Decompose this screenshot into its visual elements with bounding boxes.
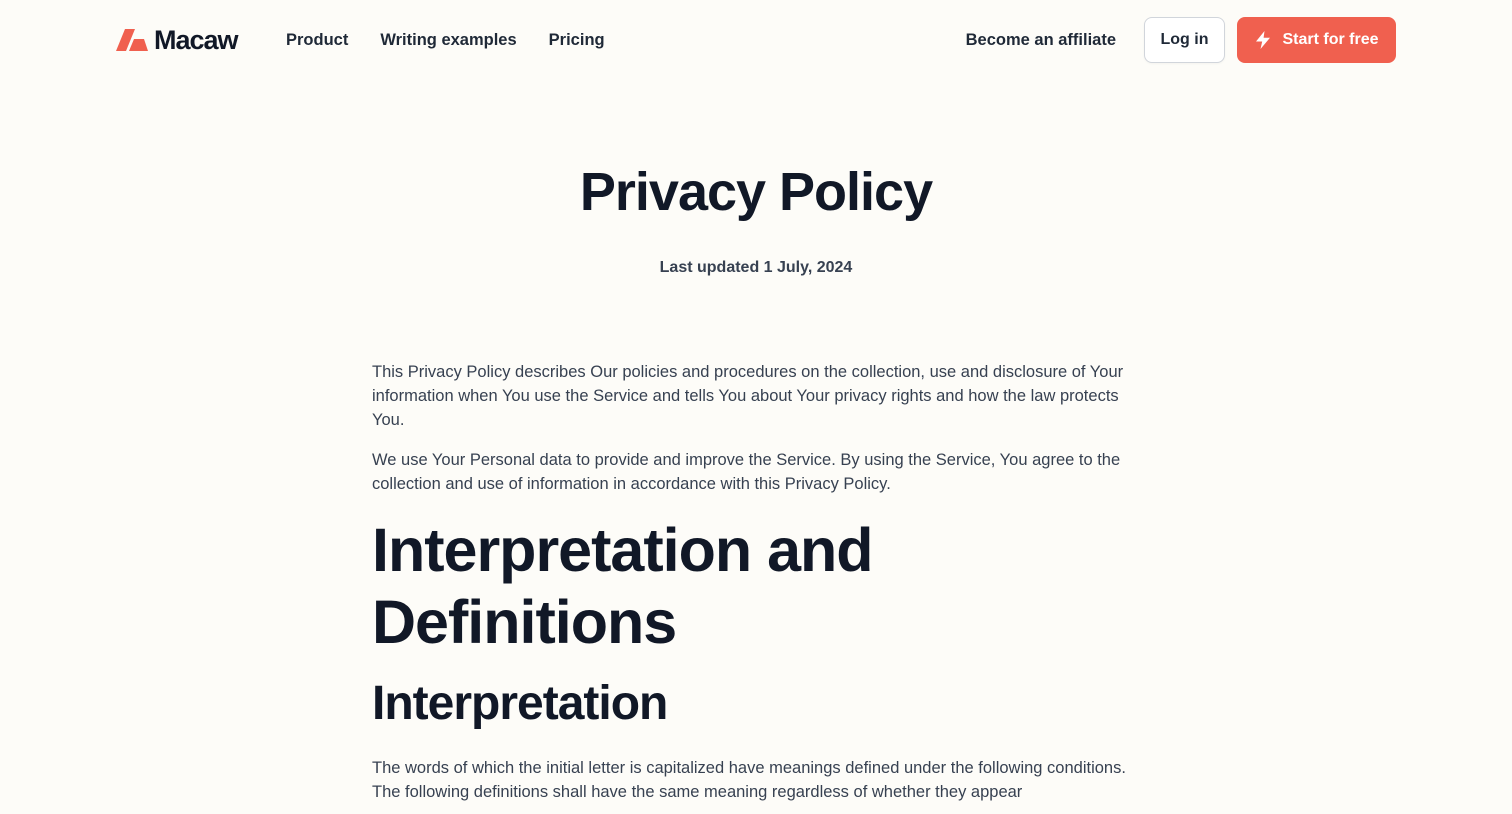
nav-product[interactable]: Product [286,31,349,49]
site-header [0,0,1512,80]
page-title: Privacy Policy [579,162,933,222]
intro-paragraph-2: We use Your Personal data to provide and improve the Service. By using the Service, You agree to the collection and use of information in accordance with this Privacy Policy. [372,451,1121,493]
section-heading-interpretation-and-definitions: Interpretation and Definitions [372,516,873,656]
nav-pricing[interactable]: Pricing [548,31,605,49]
lightning-bolt-icon [1254,31,1272,49]
nav-writing-examples[interactable]: Writing examples [380,31,517,49]
start-for-free-label: Start for free [1282,31,1379,48]
login-button[interactable] [1144,17,1225,63]
header-actions [966,17,1396,63]
start-for-free-button[interactable] [1237,17,1396,63]
subsection-heading-interpretation: Interpretation [372,677,668,730]
main-nav [286,28,605,52]
logo-link[interactable] [116,24,238,56]
intro-paragraph-1: This Privacy Policy describes Our policies and procedures on the collection, use and disclosure of Your information when You use the Service and tells You about Your privacy rights and how the law protects You. [372,363,1124,429]
logo-text: Macaw [154,25,238,55]
last-updated-date: Last updated 1 July, 2024 [659,259,853,276]
macaw-logo-icon [116,29,148,51]
interpretation-paragraph: The words of which the initial letter is capitalized have meanings defined under the following conditions. The following definitions shall have the same meaning regardless of whether they appear [372,759,1126,801]
login-button-label: Log in [1160,31,1209,48]
become-affiliate-link[interactable]: Become an affiliate [965,30,1116,49]
policy-content [372,360,1140,804]
